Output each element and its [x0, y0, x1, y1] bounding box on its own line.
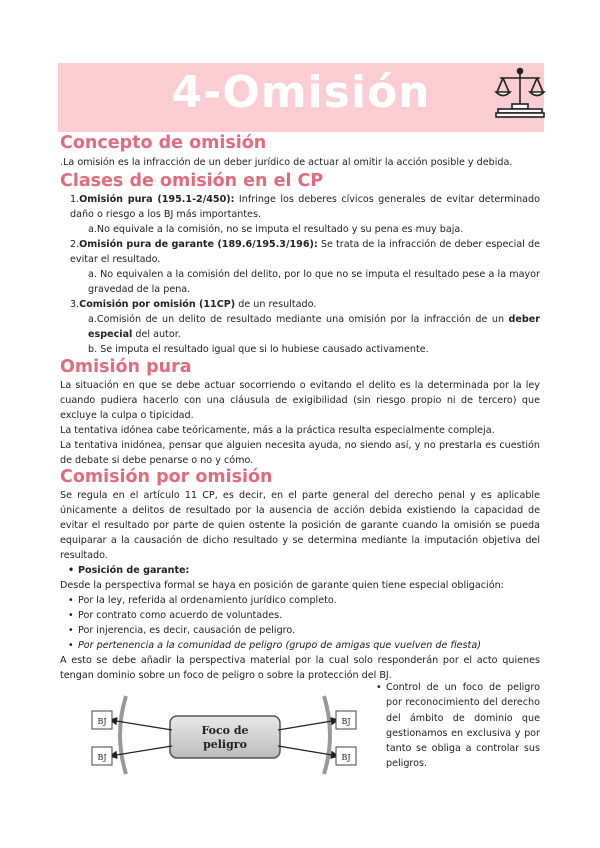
pura-p2: La tentativa idónea cabe teóricamente, más a la práctica resulta especialmente compleja. [60, 425, 495, 436]
bj-label-bottom-left: BJ [97, 753, 107, 762]
foco-label-line1: Foco de [201, 724, 249, 737]
foco-peligro-diagram [80, 690, 370, 780]
heading-omision-pura: Omisión pura [60, 357, 192, 377]
item3-bold: Comisión por omisión (11CP) [79, 299, 236, 310]
page-title: 4-Omisión [171, 67, 431, 118]
side-bullet-control-foco: • Control de un foco de peligro por reconocimiento del derecho del ámbito de dominio que gestionamos en exclusiva y por tanto se obliga a controlar sus peligros. [386, 680, 540, 772]
diagram-svg [80, 690, 370, 780]
foco-peligro-box [170, 716, 280, 758]
pura-p1: La situación en que se debe actuar socorriendo o evitando el delito es la determinada por la ley cuando pudiera hacerlo con una cláusula de exigibilidad (sin riesgo propio ni de tercero) que excluye la culpa o tipicidad. [60, 380, 540, 421]
item1-num: 1. [70, 194, 80, 205]
comision-p2: Desde la perspectiva formal se haya en posición de garante quien tiene especial obligación: [60, 580, 504, 591]
left-bracket [120, 696, 126, 774]
item2-num: 2. [70, 239, 80, 250]
item1-sub-a: a.No equivale a la comisión, no se imputa el resultado y su pena es muy baja. [88, 224, 464, 235]
garante-bullet-3: • Por injerencia, es decir, causación de peligro. [78, 623, 538, 638]
item3-sub-a-bold: deber especial [88, 314, 540, 340]
foco-label-line2: peligro [203, 738, 247, 751]
concepto-text: .La omisión es la infracción de un deber jurídico de actuar al omitir la acción posible y debida. [60, 157, 513, 168]
justice-scales-icon [492, 66, 548, 120]
heading-comision-por-omision: Comisión por omisión [60, 467, 273, 487]
item3-sub-a-pre: a.Comisión de un delito de resultado mediante una omisión por la infracción de un [88, 314, 509, 325]
bj-label-top-left: BJ [97, 717, 107, 726]
item2-text: Se trata de la infracción de deber especial de evitar el resultado. [70, 239, 540, 265]
item2-bold: Omisión pura de garante (189.6/195.3/196): [79, 239, 318, 250]
heading-clases: Clases de omisión en el CP [60, 171, 324, 191]
item3-sub-a [88, 312, 540, 342]
pura-p3: La tentativa inidónea, pensar que alguien necesita ayuda, no siendo así, y no prestarla es cuestión de debate si debe penarse o no y cómo. [60, 440, 540, 466]
garante-bullet-2: • Por contrato como acuerdo de voluntades. [78, 608, 538, 623]
right-bracket [324, 696, 330, 774]
list-item-2 [70, 237, 540, 267]
bj-label-bottom-right: BJ [341, 753, 351, 762]
posicion-garante-label: • Posición de garante: [78, 563, 538, 578]
heading-concepto: Concepto de omisión [60, 133, 267, 153]
list-item-1 [70, 192, 540, 222]
title-banner [58, 63, 544, 132]
comision-p3: A esto se debe añadir la perspectiva material por la cual solo responderán por el acto quienes tengan dominio sobre un foco de peligro o sobre la protección del BJ. [60, 655, 540, 681]
list-item-3 [70, 297, 540, 312]
item3-num: 3. [70, 299, 80, 310]
garante-bullet-4: • Por pertenencia a la comunidad de peligro (grupo de amigas que vuelven de fiesta) [78, 638, 538, 653]
item2-sub-a: a. No equivalen a la comisión del delito, por lo que no se imputa el resultado pese a la mayor gravedad de la pena. [88, 269, 540, 295]
item3-text: de un resultado. [235, 299, 317, 310]
garante-bullet-1: • Por la ley, referida al ordenamiento jurídico completo. [78, 593, 538, 608]
item1-bold: Omisión pura (195.1-2/450): [79, 194, 235, 205]
comision-p1: Se regula en el artículo 11 CP, es decir, en el parte general del derecho penal y es aplicable únicamente a delitos de resultado por la ausencia de acción debida existiendo la capacidad de evitar el resultado por parte de quien ostente la posición de garante cuando la omisión se pueda equiparar a la causación de dicho resultado y se determina mediante la imputación objetiva del resultado. [60, 490, 540, 561]
item1-text: Infringe los deberes cívicos generales de evitar determinado daño o riesgo a los BJ más importantes. [70, 194, 540, 220]
item3-sub-a-post: del autor. [132, 329, 181, 340]
item3-sub-b: b. Se imputa el resultado igual que si lo hubiese causado activamente. [88, 344, 429, 355]
bj-label-top-right: BJ [341, 717, 351, 726]
